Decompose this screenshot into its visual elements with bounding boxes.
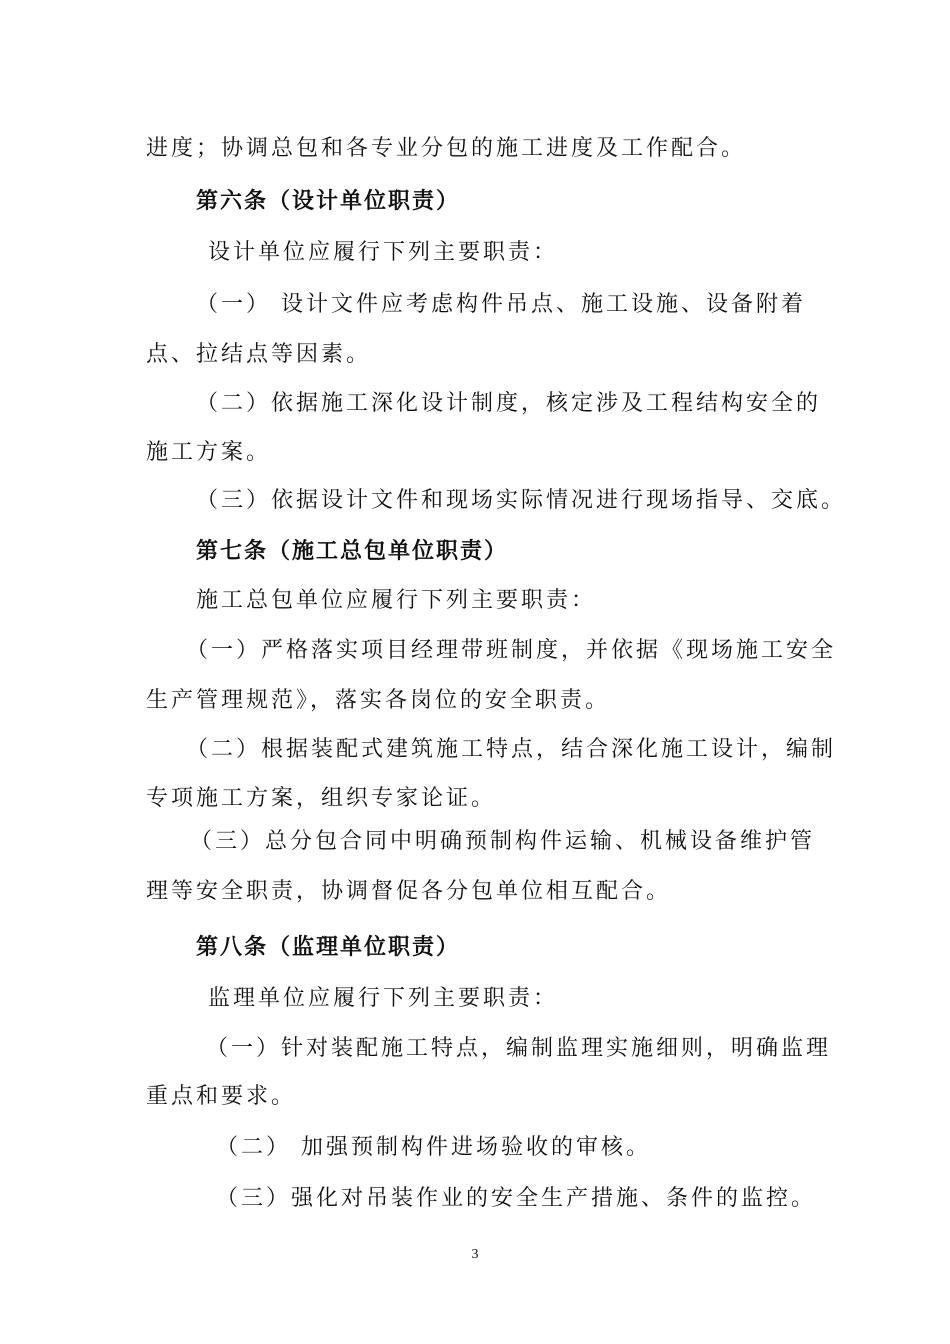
article-7-intro: 施工总包单位应履行下列主要职责： [196, 588, 597, 613]
article-8-intro: 监理单位应履行下列主要职责： [208, 986, 559, 1011]
article-8-item-1-line-2: 重点和要求。 [146, 1084, 297, 1109]
article-7-item-3-line-1: （三）总分包合同中明确预制构件运输、机械设备维护管 [190, 829, 816, 854]
paragraph-continuation: 进度；协调总包和各专业分包的施工进度及工作配合。 [146, 136, 747, 161]
article-7-item-3-line-2: 理等安全职责，协调督促各分包单位相互配合。 [146, 879, 672, 904]
article-7-item-2-line-2: 专项施工方案，组织专家论证。 [146, 786, 497, 811]
article-7-item-2-line-1: （二）根据装配式建筑施工特点，结合深化施工设计，编制 [186, 737, 837, 762]
page-number: 3 [471, 1247, 479, 1262]
article-8-item-1-line-1: （一）针对装配施工特点，编制监理实施细则，明确监理 [206, 1036, 832, 1061]
article-8-item-3: （三）强化对吊装作业的安全生产措施、条件的监控。 [216, 1186, 817, 1211]
article-6-item-1-line-1: （一） 设计文件应考虑构件吊点、施工设施、设备附着 [196, 292, 806, 317]
article-6-item-3: （三）依据设计文件和现场实际情况进行现场指导、交底。 [196, 488, 847, 513]
article-7-item-1-line-1: （一）严格落实项目经理带班制度，并依据《现场施工安全 [186, 638, 837, 663]
article-8-item-2: （二） 加强预制构件进场验收的审核。 [216, 1135, 651, 1160]
article-6-intro: 设计单位应履行下列主要职责： [208, 240, 559, 265]
article-6-heading: 第六条（设计单位职责） [196, 188, 461, 214]
article-6-item-2-line-1: （二）依据施工深化设计制度，核定涉及工程结构安全的 [196, 391, 822, 416]
article-6-item-2-line-2: 施工方案。 [146, 440, 272, 465]
article-8-heading: 第八条（监理单位职责） [196, 934, 461, 960]
article-7-item-1-line-2: 生产管理规范》，落实各岗位的安全职责。 [146, 688, 611, 713]
article-7-heading: 第七条（施工总包单位职责） [196, 538, 509, 564]
article-6-item-1-line-2: 点、拉结点等因素。 [146, 342, 372, 367]
